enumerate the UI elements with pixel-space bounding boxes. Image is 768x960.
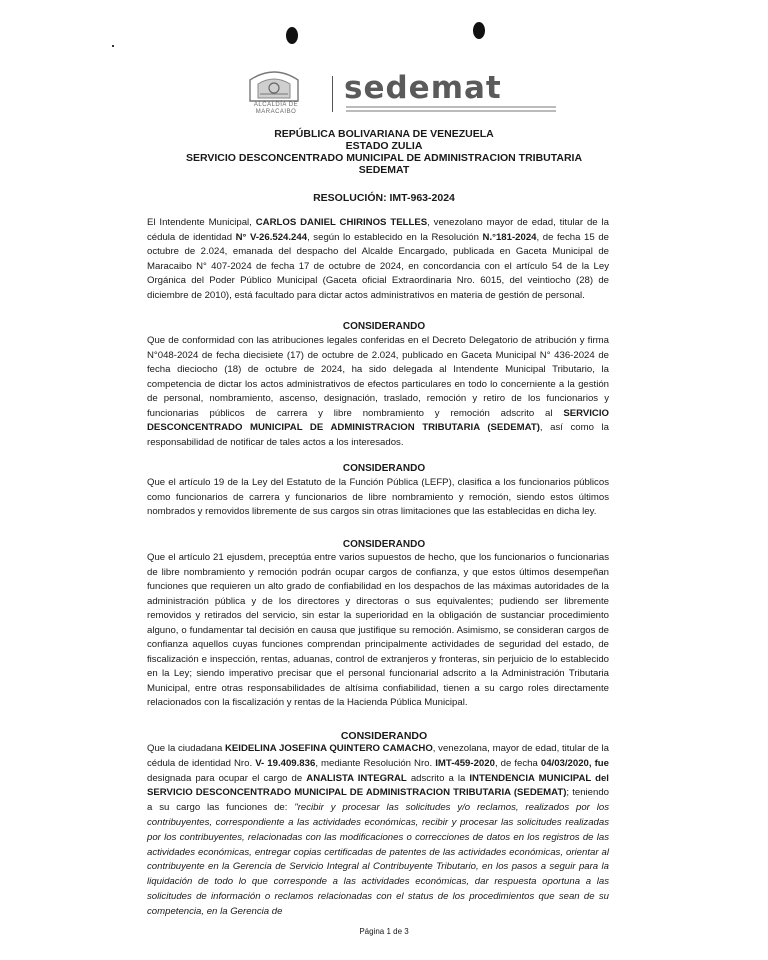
considerando-heading-4: CONSIDERANDO xyxy=(340,730,428,742)
punch-hole-right xyxy=(473,22,485,39)
considerando-heading-1: CONSIDERANDO xyxy=(342,321,426,332)
brand-tagline-lines xyxy=(346,106,556,114)
title-line-acronym: SEDEMAT xyxy=(358,164,410,176)
considerando-paragraph-3: Que el artículo 21 ejusdem, preceptúa entre varios supuestos de hecho, que los funcionarios o funcionarias de libre nombramiento y remoción podrán ocupar cargos de confianza, y que estos últimos desempeñan funciones que requieren un alto grado de confiabilidad en los despachos de las máximas autoridades de la administración pública y de los directores y directoras o sus equivalentes; pudiendo ser libremente removidos y retirados del servicio, sin estar la superioridad en la obligación de sustanciar procedimiento alguno, o fundamentar tal decisión en causa que justifique su remoción. Asimismo, se consideran cargos de confianza aquellos cuyas funciones comprendan principalmente actividades de seguridad del estado, de fiscalización e inspección, rentas, aduanas, control de extranjeros y fronteras, sin perjuicio de lo establecido en la Ley; siendo imperativo precisar que el personal funcionarial adscrito a la Administración Tributaria Municipal, entre otras responsabilidades de altísima confiabilidad, tienen a su cargo roles directamente relacionados con la fiscalización y rentas de la Hacienda Pública Municipal. xyxy=(147,552,609,708)
letterhead xyxy=(236,68,566,120)
document-title-block xyxy=(0,128,768,176)
title-line-republic: REPÚBLICA BOLIVARIANA DE VENEZUELA xyxy=(274,128,494,140)
title-line-service: SERVICIO DESCONCENTRADO MUNICIPAL DE ADMINISTRACION TRIBUTARIA xyxy=(185,152,583,164)
intro-paragraph: El Intendente Municipal, CARLOS DANIEL CHIRINOS TELLES, venezolano mayor de edad, titular de la cédula de identidad N° V-26.524.244, según lo establecido en la Resolución N.°181-2024, de fecha 15 de octubre de 2.024, emanada del despacho del Alcalde Encargado, publicada en Gaceta Municipal de Maracaibo N° 407-2024 de fecha 17 de octubre de 2024, en concordancia con el artículo 54 de la Ley Orgánica del Poder Público Municipal (Gaceta oficial Extraordinaria Nro. 6015, del veintiocho (28) de diciembre de 2010), está facultado para dictar actos administrativos en materia de gestión de personal. xyxy=(147,217,609,301)
punch-hole-left xyxy=(286,27,298,44)
considerando-paragraph-1: Que de conformidad con las atribuciones legales conferidas en el Decreto Delegatorio de atribución y firma N°048-2024 de fecha diecisiete (17) de octubre de 2.024, publicado en Gaceta Municipal N° 436-2024 de fecha dieciocho (18) de octubre de 2024, ha sido delegada al Intendente Municipal Tributario, la competencia de dictar los actos administrativos de efectos particulares en todo lo concerniente a la gestión de personal, nombramiento, ascenso, designación, traslado, remoción y retiro de los funcionarios y funcionarias públicos de carrera y libre nombramiento y remoción adscrito al SERVICIO DESCONCENTRADO MUNICIPAL DE ADMINISTRACION TRIBUTARIA (SEDEMAT), así como la responsabilidad de notificar de tales actos a los interesados. xyxy=(147,335,609,448)
brand-logo: sedemat xyxy=(344,70,502,106)
letterhead-divider xyxy=(332,76,333,112)
page-number: Página 1 de 3 xyxy=(359,927,409,936)
considerando-paragraph-4: Que la ciudadana KEIDELINA JOSEFINA QUINTERO CAMACHO, venezolana, mayor de edad, titular de la cédula de identidad Nro. V- 19.409.836, mediante Resolución Nro. IMT-459-2020, de fecha 04/03/2020, fue designada para ocupar el cargo de ANALISTA INTEGRAL adscrito a la INTENDENCIA MUNICIPAL del SERVICIO DESCONCENTRADO MUNICIPAL DE ADMINISTRACION TRIBUTARIA (SEDEMAT); teniendo a su cargo las funciones de: "recibir y procesar las solicitudes y/o reclamos, realizados por los contribuyentes, correspondiente a las actividades económicas, recibir y procesar las solicitudes realizadas por los contribuyentes, relacionadas con las modificaciones o correcciones de datos en los registros de las actividades económicas, entregar copias certificadas de patentes de las actividades económicas, orientar al contribuyente en la Gerencia de Servicio Integral al Contribuyente Tributario, en los pasos a seguir para la liquidación de todo lo que corresponde a las actividades económicas, dar respuesta oportuna a las solicitudes de información o reclamos relacionadas con el status de los procedimientos que sean de su competencia, en la Gerencia de xyxy=(147,743,610,917)
municipal-seal-icon xyxy=(246,68,302,102)
title-line-state: ESTADO ZULIA xyxy=(345,140,423,152)
considerando-heading-2: CONSIDERANDO xyxy=(342,463,426,474)
seal-caption: ALCALDÍA DE MARACAIBO xyxy=(253,102,299,115)
considerando-heading-3: CONSIDERANDO xyxy=(342,539,426,550)
resolution-number: RESOLUCIÓN: IMT-963-2024 xyxy=(313,192,455,204)
scan-speck xyxy=(112,45,114,47)
considerando-paragraph-2: Que el artículo 19 de la Ley del Estatuto de la Función Pública (LEFP), clasifica a los funcionarios públicos como funcionarios de carrera y funcionarios de libre nombramiento y remoción, siendo estos últimos nombrados y removidos libremente de sus cargos sin otras limitaciones que las establecidas en dicha ley. xyxy=(147,477,609,517)
